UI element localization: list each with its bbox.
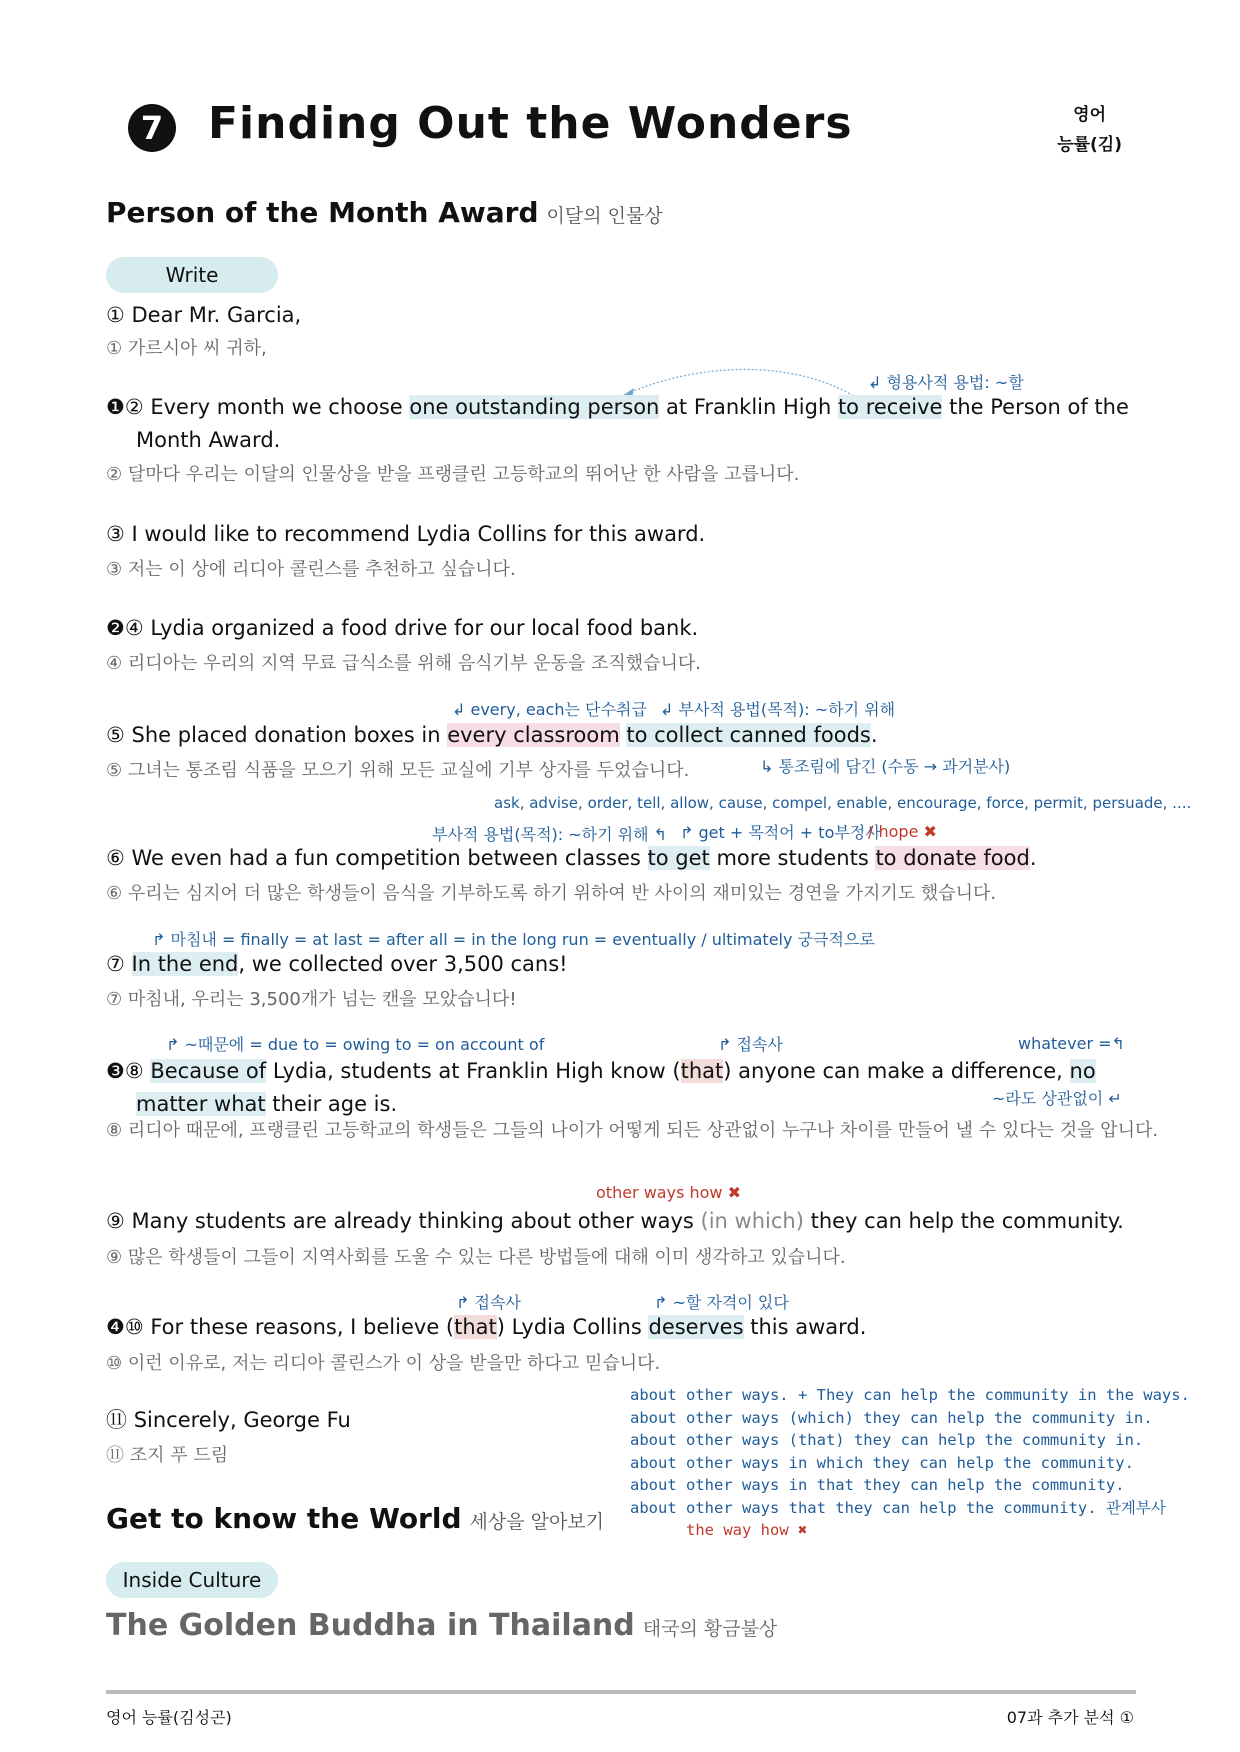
text-part: For these reasons, I believe ( xyxy=(150,1315,455,1339)
sentence-5 xyxy=(106,719,878,752)
highlight: to receive xyxy=(837,395,943,419)
text-part: . xyxy=(1029,846,1037,870)
translation-7: ⑦ 마침내, 우리는 3,500개가 넘는 캔을 모았습니다! xyxy=(106,989,517,1010)
lesson-number-badge: 7 xyxy=(128,104,176,152)
text-part: Every month we choose xyxy=(150,395,410,419)
section-title-ko: 이달의 인물상 xyxy=(546,205,663,227)
relative-clause-examples xyxy=(630,1384,1190,1542)
highlight: In the end xyxy=(131,952,239,976)
note-whatever: whatever =↰ xyxy=(1018,1034,1125,1053)
sentence-2 xyxy=(106,391,1166,457)
note-purpose-2: 부사적 용법(목적): ~하기 위해 ↰ xyxy=(432,825,668,844)
note-purpose: ↲ 부사적 용법(목적): ~하기 위해 xyxy=(660,700,896,719)
highlight: that xyxy=(454,1315,497,1339)
text-part: . xyxy=(870,723,878,747)
sentence-10 xyxy=(106,1311,866,1344)
note-other-ways-how: other ways how ✖ xyxy=(596,1183,741,1202)
sentence-marker: ❸⑧ xyxy=(106,1059,144,1083)
translation-8: ⑧ 리디아 때문에, 프랭클린 고등학교의 학생들은 그들의 나이가 어떻게 되든 상관없이 누구나 차이를 만들어 낼 수 있다는 것을 압니다. xyxy=(106,1120,1159,1141)
sentence-text: I would like to recommend Lydia Collins for this award. xyxy=(131,522,706,546)
sentence-3 xyxy=(106,518,705,551)
note-because: ↱ ~때문에 = due to = owing to = on account of xyxy=(166,1035,545,1054)
note-passive: ↳ 통조림에 담긴 (수동 → 과거분사) xyxy=(760,757,1011,776)
sentence-text: Sincerely, George Fu xyxy=(133,1408,351,1432)
example-line: about other ways in that they can help the community. xyxy=(630,1476,1125,1494)
text-part: the Person of the Month Award. xyxy=(136,395,1129,452)
note-finally: ↱ 마침내 = finally = at last = after all = in the long run = eventually / ultimately 궁극적으로 xyxy=(152,930,875,949)
text-part: , we collected over 3,500 cans! xyxy=(238,952,568,976)
sentence-6 xyxy=(106,842,1037,875)
highlight: one outstanding person xyxy=(409,395,660,419)
note-deserves: ↱ ~할 자격이 있다 xyxy=(654,1293,789,1312)
text-part: ) Lydia Collins xyxy=(496,1315,649,1339)
text-part: their age is. xyxy=(265,1092,398,1116)
sentence-marker: ❷④ xyxy=(106,616,144,640)
subsection-title-en: The Golden Buddha in Thailand xyxy=(106,1608,635,1643)
translation-5: ⑤ 그녀는 통조림 식품을 모으기 위해 모든 교실에 기부 상자를 두었습니다. xyxy=(106,760,690,781)
sentence-11 xyxy=(106,1404,351,1437)
highlight: to collect canned foods xyxy=(626,723,871,747)
text-part: We even had a fun competition between classes xyxy=(131,846,648,870)
highlight: Because of xyxy=(150,1059,267,1083)
highlight: no matter what xyxy=(136,1059,1096,1116)
translation-10: ⑩ 이런 이유로, 저는 리디아 콜린스가 이 상을 받을만 하다고 믿습니다. xyxy=(106,1353,661,1374)
text-part: more students xyxy=(709,846,876,870)
section-title-2 xyxy=(106,1502,604,1535)
footer-left: 영어 능률(김성곤) xyxy=(106,1708,232,1727)
note-conjunction-2: ↱ 접속사 xyxy=(456,1293,521,1312)
subsection-title xyxy=(106,1608,777,1643)
text-part: they can help the community. xyxy=(803,1209,1124,1233)
example-line: about other ways. + They can help the community in the ways. xyxy=(630,1386,1190,1404)
highlight: deserves xyxy=(648,1315,744,1339)
section-title-ko: 세상을 알아보기 xyxy=(469,1511,605,1533)
sentence-marker: ⑦ xyxy=(106,952,125,976)
text-part: this award. xyxy=(743,1315,867,1339)
write-pill: Write xyxy=(106,257,278,293)
highlight: that xyxy=(680,1059,724,1083)
translation-3: ③ 저는 이 상에 리디아 콜린스를 추천하고 싶습니다. xyxy=(106,559,516,580)
note-no-matter: ~라도 상관없이 ↵ xyxy=(992,1089,1122,1108)
note-hope: / hope ✖ xyxy=(868,822,937,841)
page-title: Finding Out the Wonders xyxy=(208,98,853,149)
translation-6: ⑥ 우리는 심지어 더 많은 학생들이 음식을 기부하도록 하기 위하여 반 사이의 재미있는 경연을 가지기도 했습니다. xyxy=(106,883,997,904)
note-verb-list: ask, advise, order, tell, allow, cause, compel, enable, encourage, force, permit, persuade, .... xyxy=(494,794,1192,812)
sentence-marker: ⑨ xyxy=(106,1209,125,1233)
note-get-pattern: ↱ get + 목적어 + to부정사 xyxy=(680,823,881,842)
section-title-en: Person of the Month Award xyxy=(106,196,539,229)
note-conjunction: ↱ 접속사 xyxy=(718,1035,783,1054)
section-title-en: Get to know the World xyxy=(106,1502,462,1535)
translation-9: ⑨ 많은 학생들이 그들이 지역사회를 도울 수 있는 다른 방법들에 대해 이미 생각하고 있습니다. xyxy=(106,1247,846,1268)
sentence-7 xyxy=(106,948,568,981)
translation-4: ④ 리디아는 우리의 지역 무료 급식소를 위해 음식기부 운동을 조직했습니다. xyxy=(106,653,701,674)
example-wrong: the way how ✖ xyxy=(686,1521,808,1539)
omitted-phrase: (in which) xyxy=(700,1209,804,1233)
text-part: Many students are already thinking about other ways xyxy=(131,1209,701,1233)
sentence-4 xyxy=(106,612,698,645)
highlight: to get xyxy=(647,846,710,870)
sentence-text: Lydia organized a food drive for our local food bank. xyxy=(150,616,699,640)
sentence-marker: ❶② xyxy=(106,395,144,419)
sentence-marker: ① xyxy=(106,303,125,327)
sentence-marker: ⑪ xyxy=(106,1408,127,1432)
sentence-9 xyxy=(106,1205,1124,1238)
highlight: to donate food xyxy=(875,846,1030,870)
example-line: about other ways (that) they can help the community in. xyxy=(630,1431,1144,1449)
translation-2: ② 달마다 우리는 이달의 인물상을 받을 프랭클린 고등학교의 뛰어난 한 사람을 고릅니다. xyxy=(106,464,800,485)
example-line: about other ways (which) they can help the community in. xyxy=(630,1408,1153,1427)
text-part: Lydia, students at Franklin High know ( xyxy=(266,1059,681,1083)
text-part: at Franklin High xyxy=(659,395,838,419)
sentence-text: Dear Mr. Garcia, xyxy=(131,303,302,327)
note-adjectival: ↲ 형용사적 용법: ~할 xyxy=(868,373,1024,392)
sentence-marker: ❹⑩ xyxy=(106,1315,144,1339)
translation-1: ① 가르시아 씨 귀하, xyxy=(106,338,267,359)
inside-culture-pill: Inside Culture xyxy=(106,1562,278,1598)
example-line: about other ways in which they can help the community. xyxy=(630,1453,1134,1472)
text-part: ) anyone can make a difference, xyxy=(723,1059,1070,1083)
sentence-marker: ③ xyxy=(106,522,125,546)
translation-11: ⑪ 조지 푸 드림 xyxy=(106,1445,229,1466)
highlight: every classroom xyxy=(447,723,620,747)
subject-name: 영어 xyxy=(1073,105,1107,125)
footer-right: 07과 추가 분석 ① xyxy=(1006,1708,1134,1727)
footer-divider xyxy=(106,1690,1136,1694)
sentence-marker: ⑤ xyxy=(106,723,125,747)
sentence-marker: ⑥ xyxy=(106,846,125,870)
example-line: about other ways that they can help the community. 관계부사 xyxy=(630,1498,1166,1517)
subsection-title-ko: 태국의 황금불상 xyxy=(642,1618,778,1640)
textbook-name: 능률(김) xyxy=(1057,135,1122,155)
text-part: She placed donation boxes in xyxy=(131,723,448,747)
note-every-each: ↲ every, each는 단수취급 xyxy=(452,700,647,719)
